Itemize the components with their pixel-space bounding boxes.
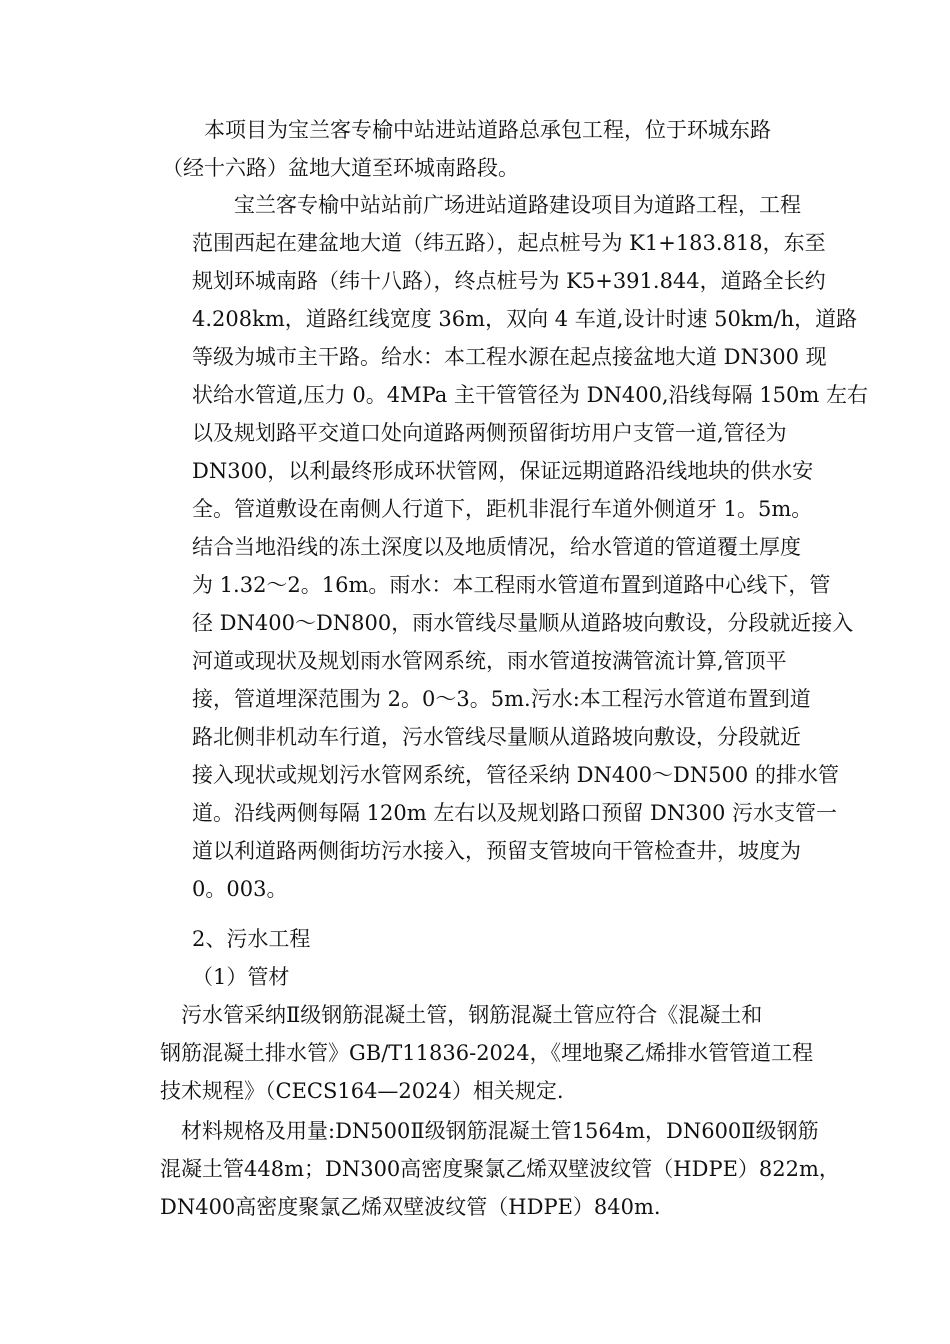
text-line: 本项目为宝兰客专榆中站进站道路总承包工程，位于环城东路 <box>162 118 771 142</box>
paragraph-material-quantities <box>160 1112 840 1226</box>
text-line: 结合当地沿线的冻土深度以及地质情况，给水管道的管道覆土厚度 <box>192 535 801 559</box>
heading-text: 2、污水工程 <box>192 927 311 951</box>
text-line: 接，管道埋深范围为 2。0～3。5m.污水:本工程污水管道布置到道 <box>192 687 811 711</box>
text-line: 钢筋混凝土排水管》GB/T11836-2024，《埋地聚乙烯排水管管道工程 <box>160 1041 814 1065</box>
text-line: 河道或现状及规划雨水管网系统，雨水管道按满管流计算,管顶平 <box>192 649 787 673</box>
text-line: 0。003。 <box>192 877 288 901</box>
section-heading-sewage-works <box>192 920 310 958</box>
text-line: 道。沿线两侧每隔 120m 左右以及规划路口预留 DN300 污水支管一 <box>192 801 837 825</box>
heading-text: （1）管材 <box>192 965 290 989</box>
text-line: 为 1.32～2。16m。雨水：本工程雨水管道布置到道路中心线下，管 <box>192 573 831 597</box>
text-line: 范围西起在建盆地大道（纬五路），起点桩号为 K1+183.818，东至 <box>192 231 826 255</box>
text-line: 状给水管道,压力 0。4MPa 主干管管径为 DN400,沿线每隔 150m 左右 <box>192 383 868 407</box>
text-line: （经十六路）盆地大道至环城南路段。 <box>162 156 519 180</box>
text-line: 接入现状或规划污水管网系统，管径采纳 DN400～DN500 的排水管 <box>192 763 839 787</box>
text-line: 宝兰客专榆中站站前广场进站道路建设项目为道路工程，工程 <box>192 193 801 217</box>
text-line: DN400高密度聚氯乙烯双壁波纹管（HDPE）840m. <box>160 1195 661 1219</box>
text-line: DN300，以利最终形成环状管网，保证远期道路沿线地块的供水安 <box>192 459 814 483</box>
text-line: 规划环城南路（纬十八路），终点桩号为 K5+391.844，道路全长约 <box>192 269 826 293</box>
text-line: 4.208km，道路红线宽度 36m，双向 4 车道,设计时速 50km/h，道路 <box>192 307 858 331</box>
paragraph-pipe-standards <box>160 996 813 1110</box>
text-line: 全。管道敷设在南侧人行道下，距机非混行车道外侧道牙 1。5m。 <box>192 497 813 521</box>
text-line: 技术规程》（CECS164—2024）相关规定. <box>160 1079 564 1103</box>
paragraph-project-intro <box>162 111 771 187</box>
text-line: 混凝土管448m；DN300高密度聚氯乙烯双壁波纹管（HDPE）822m， <box>160 1157 840 1181</box>
subsection-heading-pipe-material <box>192 958 289 996</box>
paragraph-road-description <box>192 186 868 908</box>
text-line: 污水管采纳Ⅱ级钢筋混凝土管，钢筋混凝土管应符合《混凝土和 <box>160 1003 763 1027</box>
text-line: 径 DN400～DN800，雨水管线尽量顺从道路坡向敷设，分段就近接入 <box>192 611 854 635</box>
text-line: 以及规划路平交道口处向道路两侧预留街坊用户支管一道,管径为 <box>192 421 787 445</box>
text-line: 材料规格及用量:DN500Ⅱ级钢筋混凝土管1564m，DN600Ⅱ级钢筋 <box>160 1119 819 1143</box>
text-line: 道以利道路两侧街坊污水接入，预留支管坡向干管检查井，坡度为 <box>192 839 801 863</box>
text-line: 路北侧非机动车行道，污水管线尽量顺从道路坡向敷设，分段就近 <box>192 725 801 749</box>
text-line: 等级为城市主干路。给水：本工程水源在起点接盆地大道 DN300 现 <box>192 345 827 369</box>
